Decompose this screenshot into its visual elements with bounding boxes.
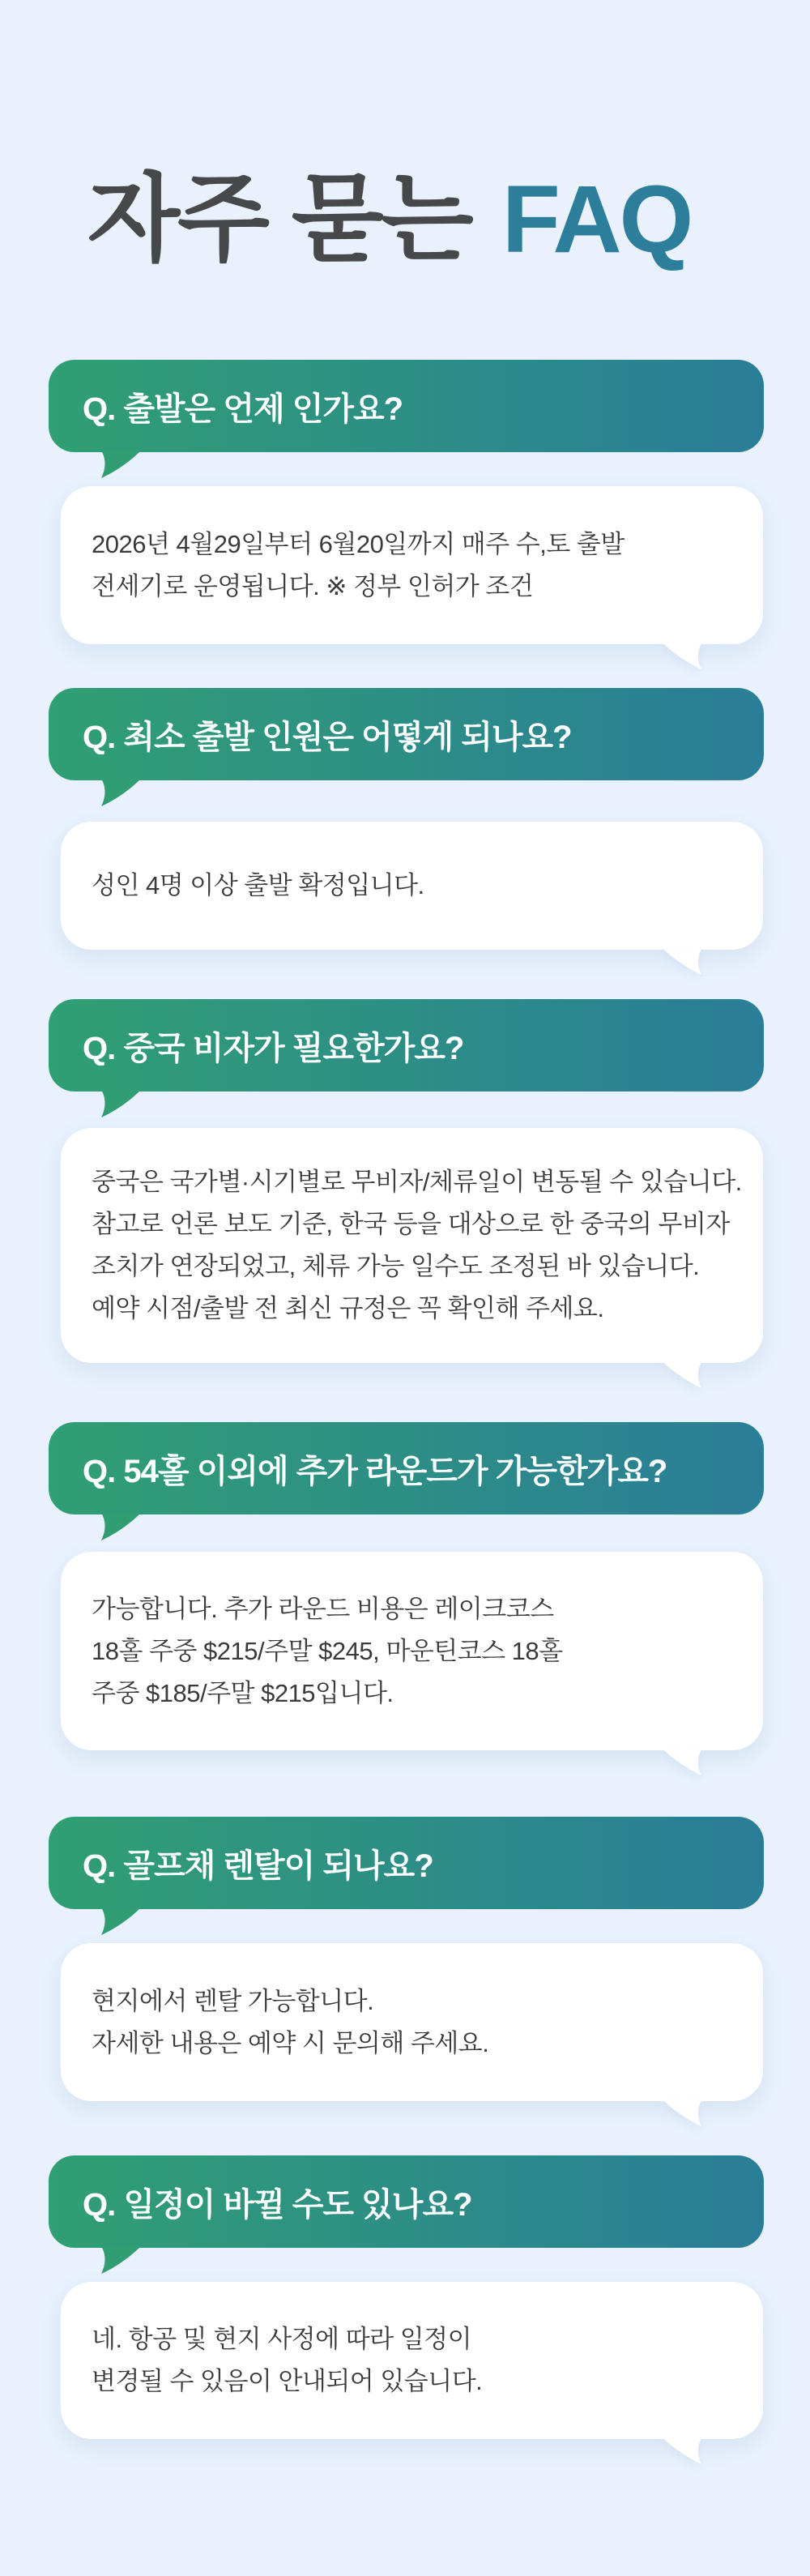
question-text: Q. 일정이 바뀔 수도 있나요? <box>83 2186 472 2223</box>
question-text: Q. 최소 출발 인원은 어떻게 되나요? <box>83 719 572 755</box>
answer-line: 가능합니다. 추가 라운드 비용은 레이크코스 <box>92 1594 554 1623</box>
answer-line: 2026년 4월29일부터 6월20일까지 매주 수,토 출발 <box>92 529 625 558</box>
answer-box-1 <box>61 486 763 644</box>
question-bubble-tail-icon <box>100 779 141 806</box>
answer-box-6 <box>61 2282 763 2439</box>
answer-box-tail-icon <box>663 2100 702 2126</box>
question-text: Q. 골프채 렌탈이 되나요? <box>83 1848 433 1884</box>
question-bubble-6 <box>49 2155 764 2248</box>
question-bubble-tail-icon <box>100 1090 141 1117</box>
question-bubble-3 <box>49 999 764 1091</box>
answer-box-2 <box>61 822 763 950</box>
page-title <box>87 166 692 273</box>
question-bubble-4 <box>49 1422 764 1514</box>
question-bubble-tail-icon <box>100 1907 141 1935</box>
answer-line: 자세한 내용은 예약 시 문의해 주세요. <box>92 2028 489 2057</box>
answer-line: 18홀 주중 $215/주말 $245, 마운틴코스 18홀 <box>92 1636 563 1665</box>
question-text: Q. 출발은 언제 인가요? <box>83 391 403 427</box>
answer-box-tail-icon <box>663 1749 702 1775</box>
answer-line: 주중 $185/주말 $215입니다. <box>92 1678 394 1707</box>
answer-line: 변경될 수 있음이 안내되어 있습니다. <box>92 2367 483 2395</box>
question-bubble-5 <box>49 1817 764 1909</box>
question-bubble-1 <box>49 360 764 452</box>
answer-line: 조치가 연장되었고, 체류 가능 일수도 조정된 바 있습니다. <box>92 1252 700 1280</box>
answer-box-4 <box>61 1552 763 1750</box>
answer-line: 중국은 국가별·시기별로 무비자/체류일이 변동될 수 있습니다. <box>92 1168 742 1196</box>
answer-line: 참고로 언론 보도 기준, 한국 등을 대상으로 한 중국의 무비자 <box>92 1210 730 1238</box>
answer-box-tail-icon <box>663 643 702 669</box>
answer-box-5 <box>61 1943 763 2101</box>
page-title-prefix: 자주 묻는 <box>87 166 471 273</box>
question-bubble-tail-icon <box>100 2246 141 2274</box>
question-text: Q. 54홀 이외에 추가 라운드가 가능한가요? <box>83 1453 667 1489</box>
answer-line: 전세기로 운영됩니다. ※ 정부 인허가 조건 <box>92 571 534 600</box>
answer-line: 현지에서 렌탈 가능합니다. <box>92 1986 374 2015</box>
page-title-accent: FAQ <box>501 166 692 273</box>
answer-box-3 <box>61 1128 763 1363</box>
answer-box-tail-icon <box>663 1362 702 1388</box>
question-bubble-2 <box>49 688 764 780</box>
question-bubble-tail-icon <box>100 451 141 478</box>
answer-line: 예약 시점/출발 전 최신 규정은 꼭 확인해 주세요. <box>92 1294 604 1322</box>
answer-line: 성인 4명 이상 출발 확정입니다. <box>92 871 424 899</box>
answer-box-tail-icon <box>663 2438 702 2464</box>
question-text: Q. 중국 비자가 필요한가요? <box>83 1030 464 1066</box>
question-bubble-tail-icon <box>100 1513 141 1540</box>
answer-box-tail-icon <box>663 949 702 975</box>
answer-line: 네. 항공 및 현지 사정에 따라 일정이 <box>92 2325 472 2353</box>
